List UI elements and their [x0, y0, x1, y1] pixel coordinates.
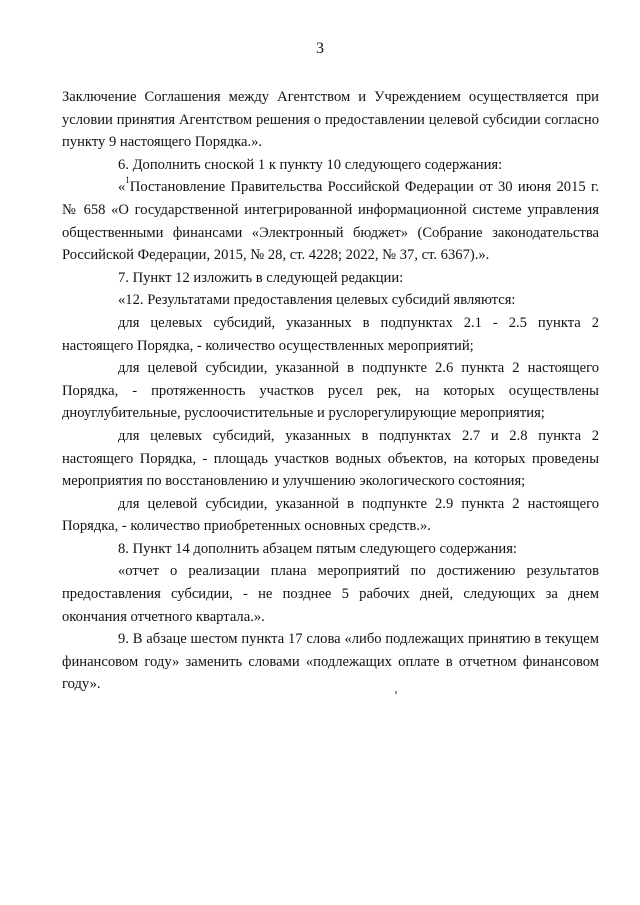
paragraph-item-9: 9. В абзаце шестом пункта 17 слова «либо подлежащих принятию в текущем финансовом году» заменить словами «подлежащих оплате в отчетном финансовом году».	[62, 631, 599, 693]
document-body	[62, 86, 599, 696]
paragraph-result-2-9: для целевой субсидии, указанной в подпункте 2.9 пункта 2 настоящего Порядка, - количество приобретенных основных средств.».	[62, 495, 599, 535]
paragraph-item-6: 6. Дополнить сноской 1 к пункту 10 следующего содержания:	[118, 156, 503, 173]
paragraph-report: «отчет о реализации плана мероприятий по достижению результатов предоставления субсидии, - не позднее 5 рабочих дней, следующих за днем окончания отчетного квартала.».	[62, 563, 599, 625]
paragraph-item-8: 8. Пункт 14 дополнить абзацем пятым следующего содержания:	[118, 540, 517, 557]
paragraph-result-2-1-2-5: для целевых субсидий, указанных в подпунктах 2.1 - 2.5 пункта 2 настоящего Порядка, - количество осуществленных мероприятий;	[62, 314, 599, 354]
footnote-text: Постановление Правительства Российской Федерации от 30 июня 2015 г. № 658 «О государственной интегрированной информационной системе управления общественными финансами «Электронный бюджет» (Собрание законодательства Российской Федерации, 2015, № 28, ст. 4228; 2022, № 37, ст. 6367).».	[62, 179, 599, 264]
paragraph-item-12-intro: «12. Результатами предоставления целевых субсидий являются:	[118, 292, 516, 309]
paragraph-conclusion: Заключение Соглашения между Агентством и Учреждением осуществляется при условии принятия Агентством решения о предоставлении целевой субсидии согласно пункту 9 настоящего Порядка.».	[62, 89, 599, 151]
paragraph-item-7: 7. Пункт 12 изложить в следующей редакции:	[118, 269, 404, 286]
page-number: 3	[316, 40, 324, 57]
paragraph-result-2-7-2-8: для целевых субсидий, указанных в подпунктах 2.7 и 2.8 пункта 2 настоящего Порядка, - площадь участков водных объектов, на которых проведены мероприятия по восстановлению и улучшению экологического состояния;	[62, 427, 599, 490]
footnote-open-quote: «	[118, 179, 126, 196]
footnote-marker: 1	[125, 175, 130, 186]
paragraph-result-2-6: для целевой субсидии, указанной в подпункте 2.6 пункта 2 настоящего Порядка, - протяженность участков русел рек, на которых осуществлены дноуглубительные, русл​оочистительные и руслорегулирующие мероприятия;	[62, 360, 599, 422]
scan-speck	[395, 691, 397, 694]
paragraph-footnote-1	[62, 176, 599, 266]
